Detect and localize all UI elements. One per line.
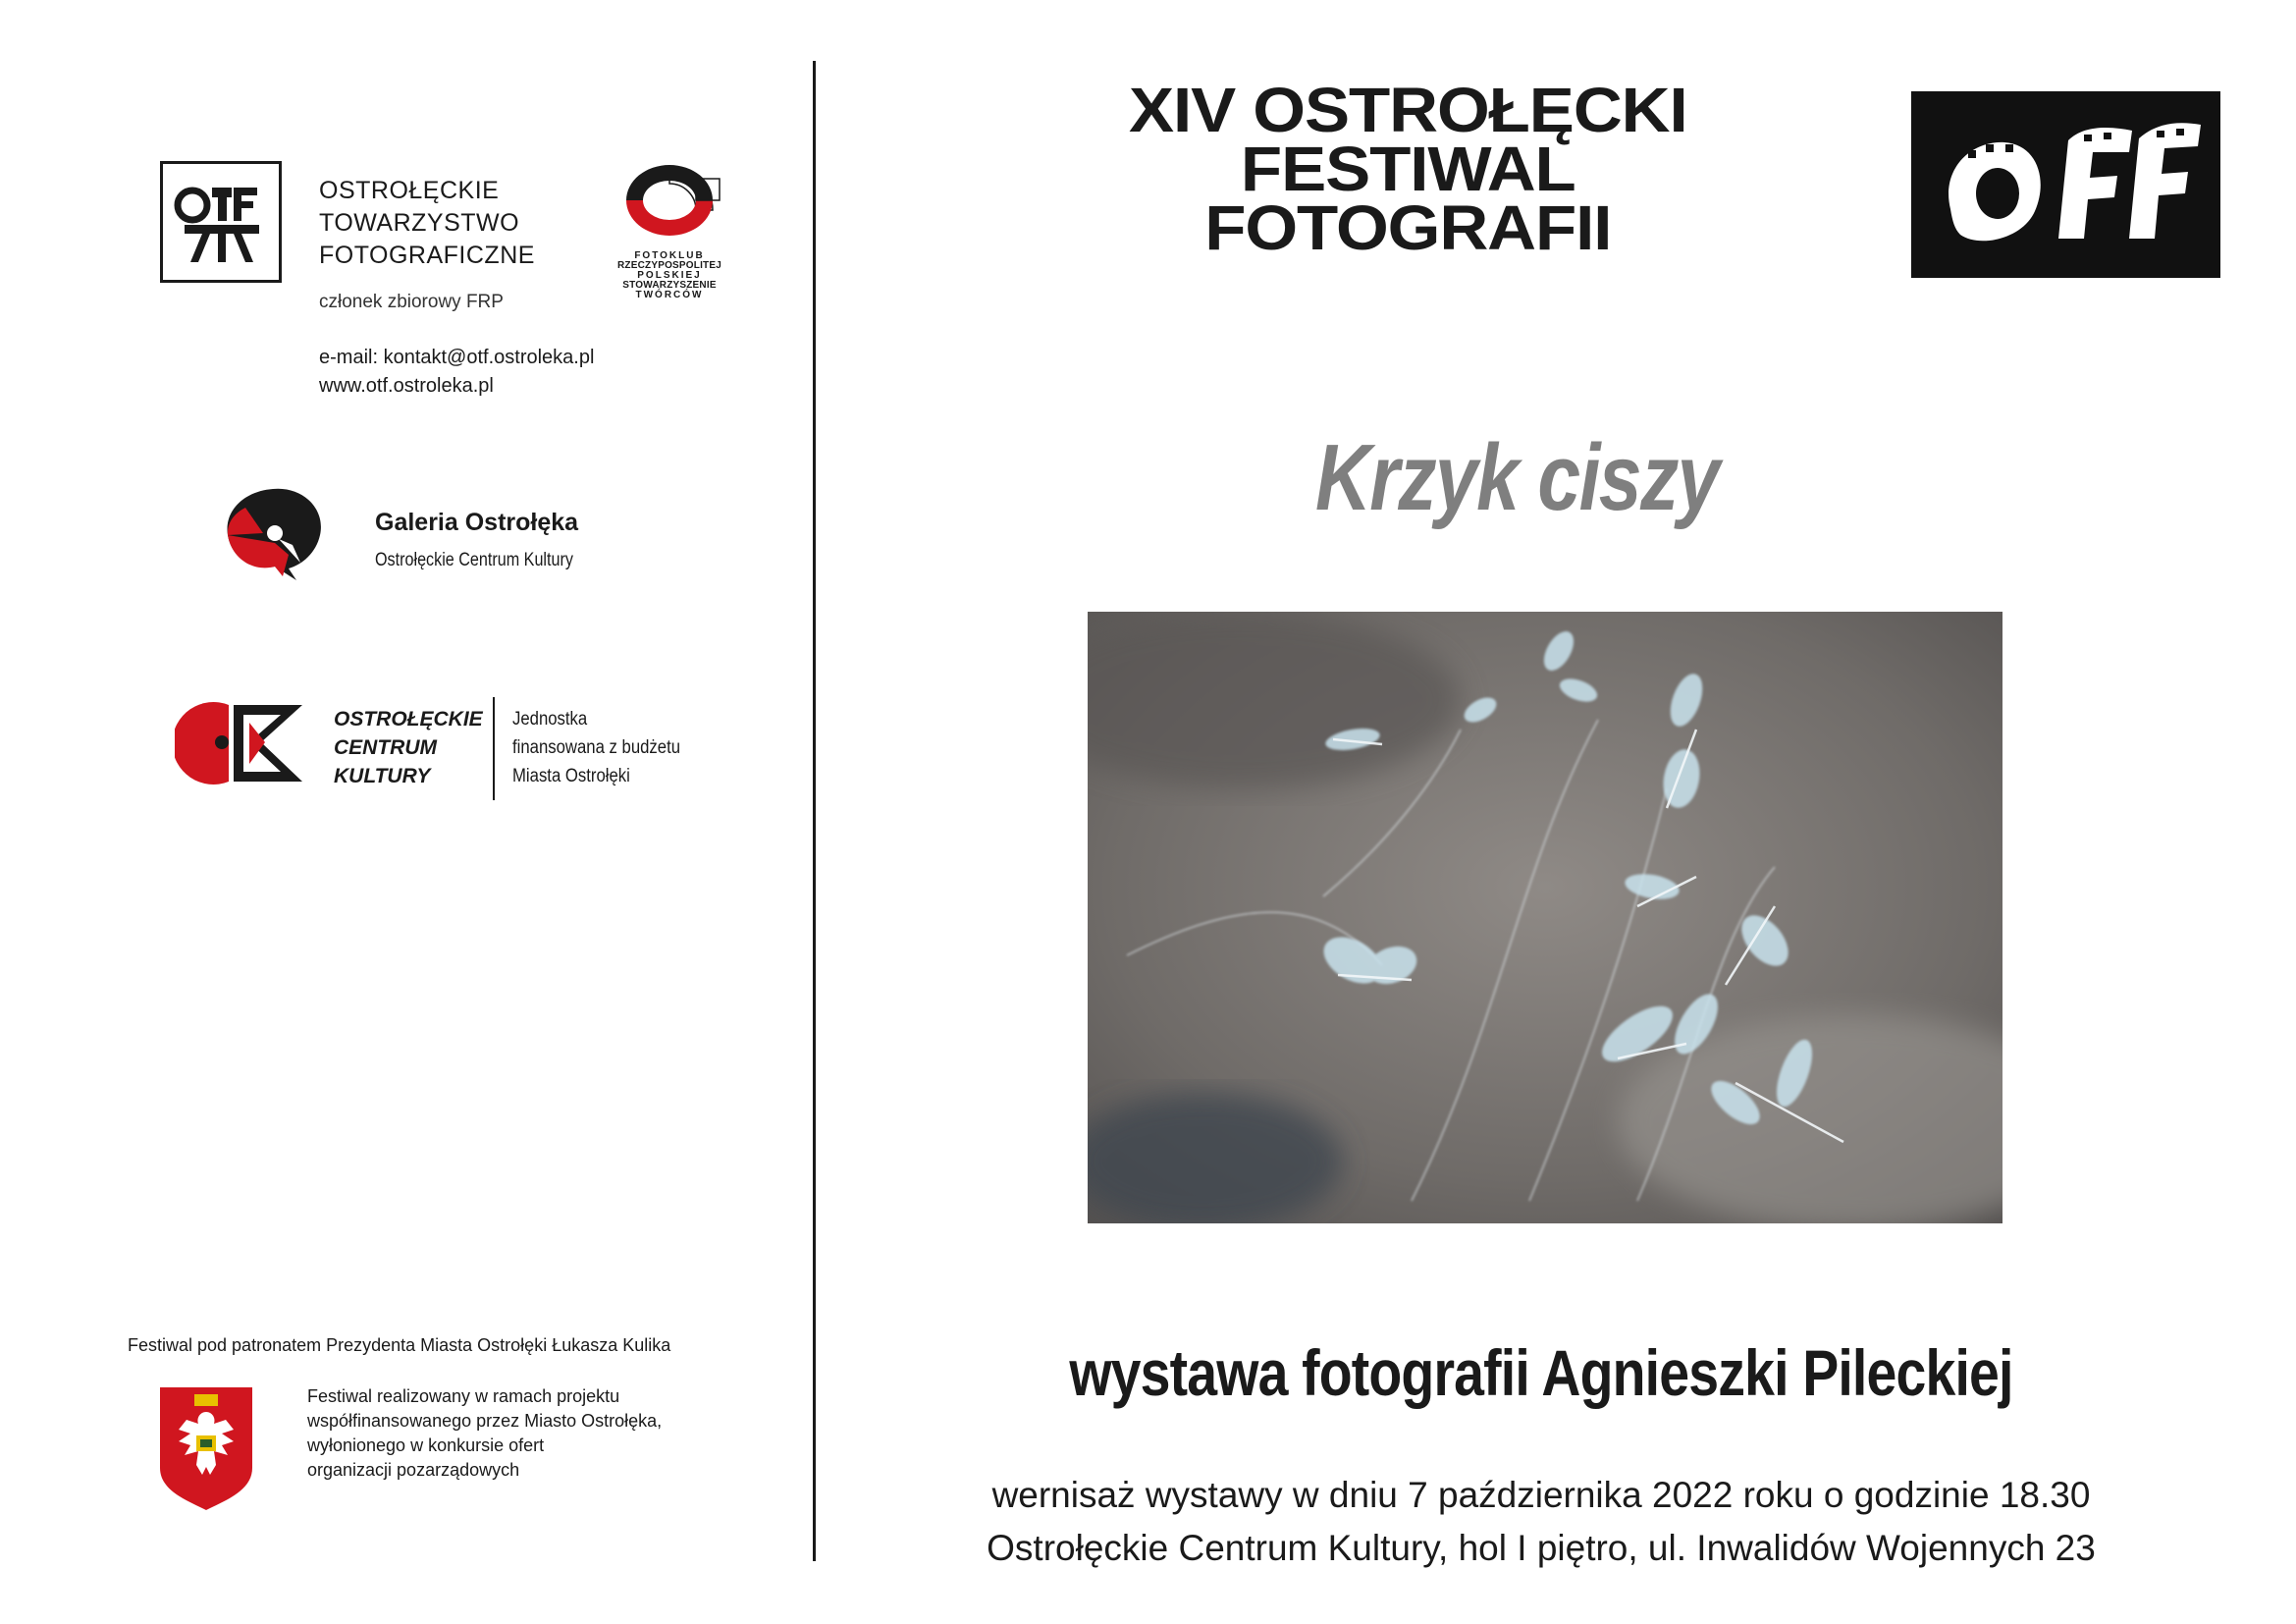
fotoklub-line: STOWARZYSZENIE — [622, 280, 717, 291]
exhibition-title: Krzyk ciszy — [1315, 425, 1719, 530]
fotoklub-line: POLSKIEJ — [637, 270, 702, 281]
project-line: wyłonionego w konkursie ofert — [307, 1435, 545, 1455]
festival-title-line: FESTIWAL — [1240, 134, 1575, 204]
opening-text: wernisaż wystawy w dniu 7 października 2022 roku o godzinie 18.30 — [991, 1475, 2091, 1515]
coat-of-arms-icon — [157, 1384, 255, 1512]
otf-name-line: TOWARZYSTWO — [319, 209, 520, 237]
project-line: współfinansowanego przez Miasto Ostrołęka, — [307, 1411, 663, 1431]
fotoklub-line: RZECZYPOSPOLITEJ — [617, 260, 721, 271]
otf-name-line: FOTOGRAFICZNE — [319, 242, 535, 269]
fotoklub-line: TWÓRCÓW — [635, 290, 704, 300]
galeria-title: Galeria Ostrołęka — [375, 509, 579, 536]
project-line: Festiwal realizowany w ramach projektu — [307, 1386, 620, 1406]
otf-email-link[interactable]: e-mail: kontakt@otf.ostroleka.pl — [319, 347, 595, 368]
ock-name-line: CENTRUM — [334, 736, 437, 759]
mayflies-photo — [1088, 612, 2002, 1223]
venue-text: Ostrołęckie Centrum Kultury, hol I piętro, ul. Inwalidów Wojennych 23 — [987, 1528, 2096, 1568]
ock-name-line: KULTURY — [334, 765, 431, 787]
fotoklub-logo-icon — [614, 157, 726, 236]
fotoklub-line: FOTOKLUB — [634, 250, 705, 261]
festival-title — [1129, 75, 1687, 263]
ock-logo-icon — [175, 695, 307, 788]
otf-contact — [319, 344, 594, 401]
project-text — [307, 1384, 662, 1483]
otf-website-link[interactable]: www.otf.ostroleka.pl — [319, 375, 494, 397]
ock-description — [512, 705, 680, 790]
ock-separator — [493, 697, 495, 800]
vertical-divider — [813, 61, 816, 1561]
otf-name-line: OSTROŁĘCKIE — [319, 177, 500, 204]
ock-name — [334, 705, 483, 790]
patronage-text: Festiwal pod patronatem Prezydenta Miasta Ostrołęki Łukasza Kulika — [128, 1335, 671, 1355]
fotoklub-text — [601, 251, 738, 300]
festival-title-line: FOTOGRAFII — [1204, 192, 1612, 263]
ock-desc-line: finansowana z budżetu — [512, 737, 681, 758]
ock-name-line: OSTROŁĘCKIE — [334, 708, 483, 731]
otf-name — [319, 175, 535, 272]
otf-member-text: członek zbiorowy FRP — [319, 292, 504, 312]
galeria-subtitle: Ostrołęckie Centrum Kultury — [375, 550, 573, 570]
ock-desc-line: Jednostka — [512, 709, 588, 730]
otf-logo-icon — [160, 161, 282, 283]
project-line: organizacji pozarządowych — [307, 1460, 520, 1480]
exhibition-info — [883, 1469, 2199, 1575]
festival-title-line: XIV OSTROŁĘCKI — [1129, 75, 1687, 145]
off-logo-icon — [1911, 91, 2220, 278]
galeria-logo-icon — [224, 484, 327, 582]
ock-desc-line: Miasta Ostrołęki — [512, 766, 630, 786]
exhibition-subtitle: wystawa fotografii Agnieszki Pileckiej — [1069, 1336, 2013, 1409]
